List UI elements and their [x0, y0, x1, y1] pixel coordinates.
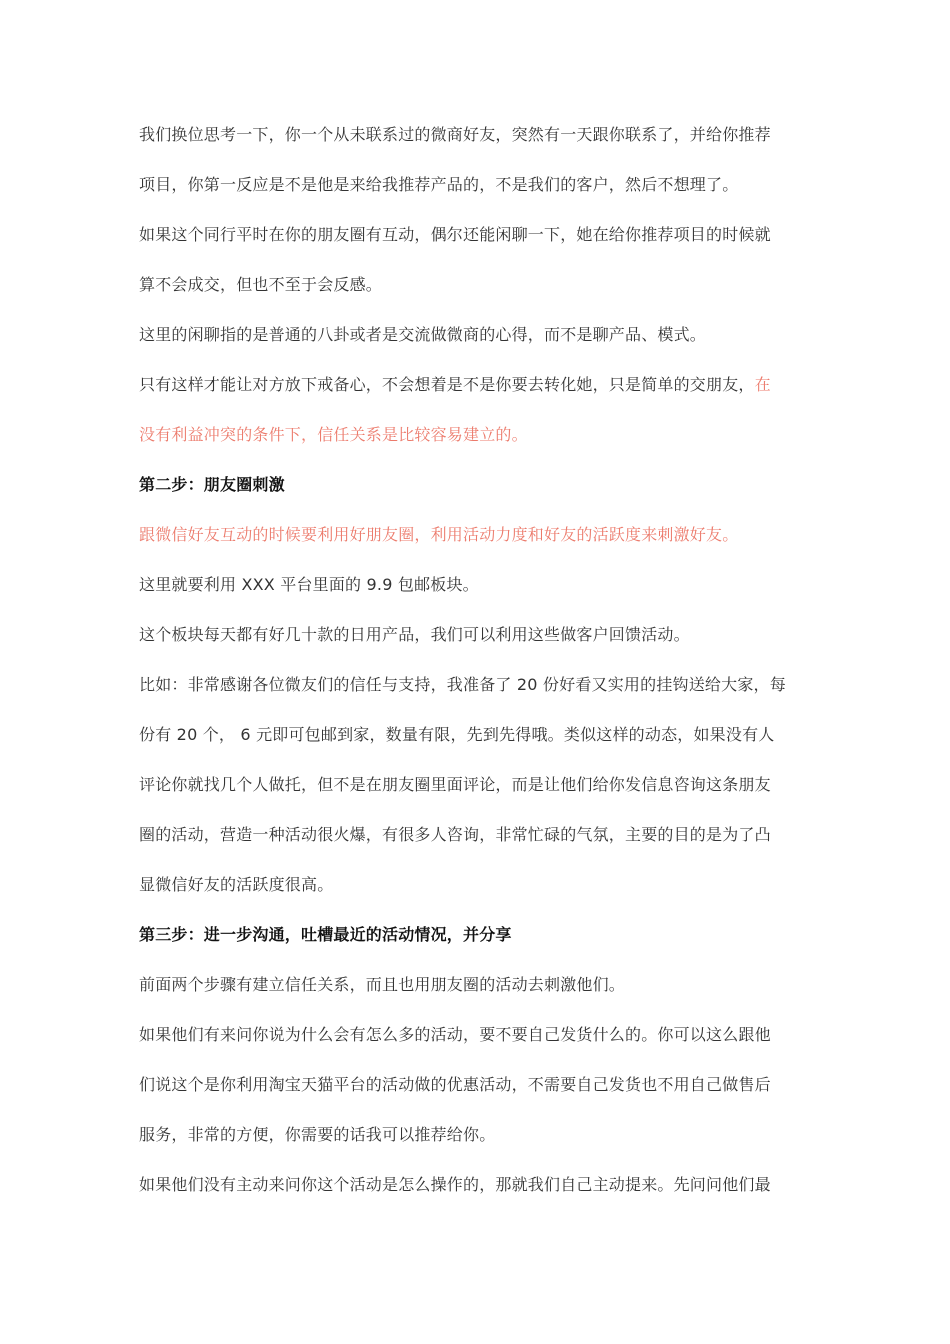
paragraph-line-1: 我们换位思考一下，你一个从未联系过的微商好友，突然有一天跟你联系了，并给你推荐	[139, 125, 771, 144]
paragraph-line-4: 算不会成交，但也不至于会反感。	[139, 275, 383, 294]
section-heading-step-3: 第三步：进一步沟通，吐槽最近的活动情况，并分享	[139, 925, 512, 944]
paragraph-line-6-text: 只有这样才能让对方放下戒备心，不会想着是不是你要去转化她，只是简单的交朋友，	[139, 375, 755, 394]
highlight-line: 没有利益冲突的条件下，信任关系是比较容易建立的。	[139, 425, 528, 444]
paragraph-line-13: 显微信好友的活跃度很高。	[139, 875, 334, 894]
paragraph-line-7: 这里就要利用 XXX 平台里面的 9.9 包邮板块。	[139, 575, 479, 594]
paragraph-line-6	[139, 374, 819, 396]
paragraph-line-10: 份有 20 个， 6 元即可包邮到家，数量有限，先到先得哦。类似这样的动态，如果没有人	[139, 725, 775, 744]
paragraph-line-9: 比如：非常感谢各位微友们的信任与支持，我准备了 20 份好看又实用的挂钩送给大家，每	[139, 675, 786, 694]
paragraph-line-12: 圈的活动，营造一种活动很火爆，有很多人咨询，非常忙碌的气氛，主要的目的是为了凸	[139, 825, 771, 844]
paragraph-line-3: 如果这个同行平时在你的朋友圈有互动，偶尔还能闲聊一下，她在给你推荐项目的时候就	[139, 225, 771, 244]
paragraph-line-11: 评论你就找几个人做托，但不是在朋友圈里面评论，而是让他们给你发信息咨询这条朋友	[139, 775, 771, 794]
paragraph-line-14: 前面两个步骤有建立信任关系，而且也用朋友圈的活动去刺激他们。	[139, 975, 626, 994]
paragraph-line-5: 这里的闲聊指的是普通的八卦或者是交流做微商的心得，而不是聊产品、模式。	[139, 325, 707, 344]
paragraph-line-16: 们说这个是你利用淘宝天猫平台的活动做的优惠活动，不需要自己发货也不用自己做售后	[139, 1075, 771, 1094]
highlight-text-start: 在	[754, 375, 771, 394]
paragraph-line-8: 这个板块每天都有好几十款的日用产品，我们可以利用这些做客户回馈活动。	[139, 625, 690, 644]
paragraph-line-18: 如果他们没有主动来问你这个活动是怎么操作的，那就我们自己主动提来。先问问他们最	[139, 1175, 771, 1194]
paragraph-line-15: 如果他们有来问你说为什么会有怎么多的活动，要不要自己发货什么的。你可以这么跟他	[139, 1025, 771, 1044]
section-heading-step-2: 第二步：朋友圈刺激	[139, 475, 285, 494]
highlight-line-step-2: 跟微信好友互动的时候要利用好朋友圈，利用活动力度和好友的活跃度来刺激好友。	[139, 525, 739, 544]
paragraph-line-2: 项目，你第一反应是不是他是来给我推荐产品的，不是我们的客户，然后不想理了。	[139, 175, 739, 194]
paragraph-line-17: 服务，非常的方便，你需要的话我可以推荐给你。	[139, 1125, 496, 1144]
